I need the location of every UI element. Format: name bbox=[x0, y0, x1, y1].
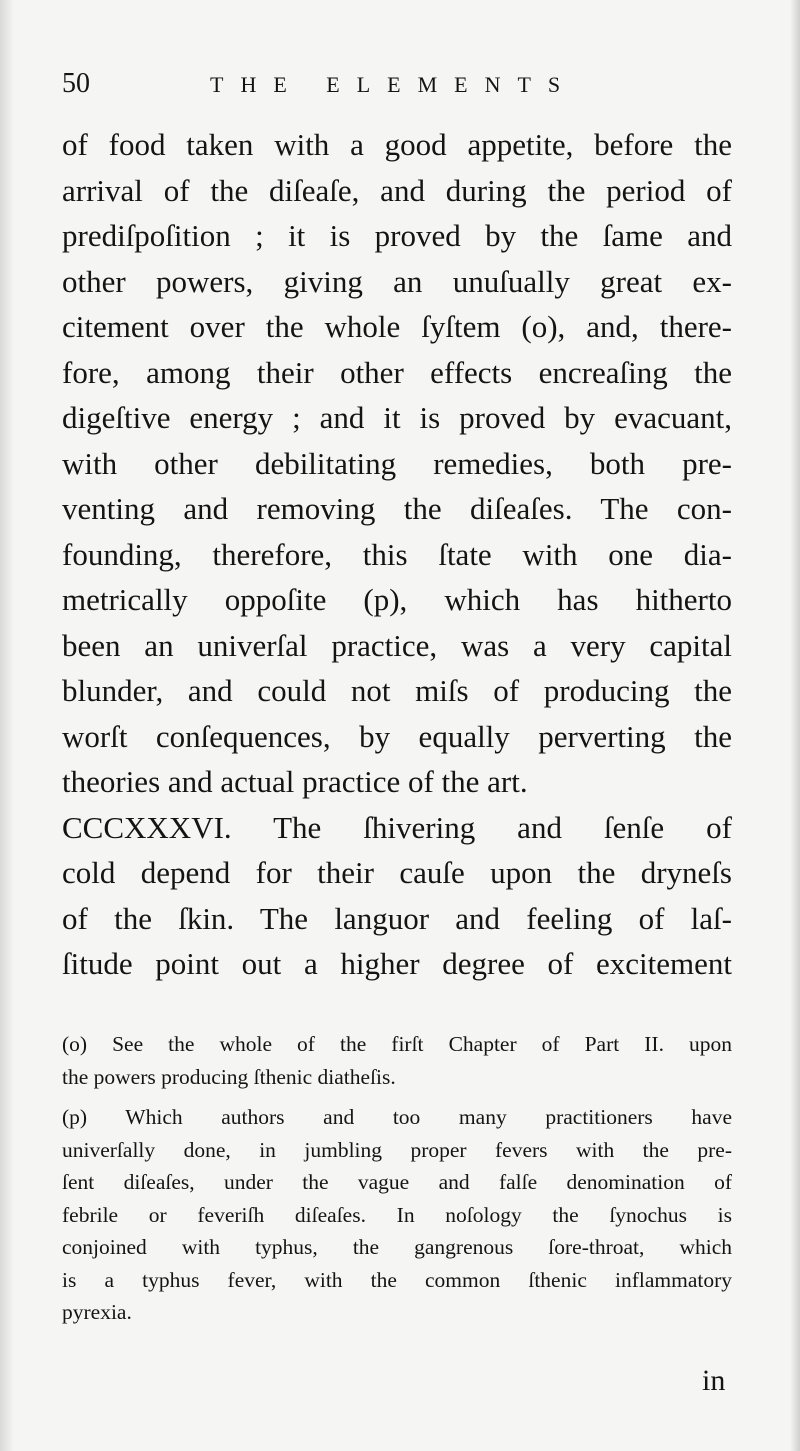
text-line: ſitude point out a higher degree of excitement bbox=[62, 946, 732, 981]
text-line: of the ſkin. The languor and feeling of laſ- bbox=[62, 900, 732, 936]
footnote-line: univerſally done, in jumbling proper fevers with the pre- bbox=[62, 1137, 732, 1162]
footnote-o bbox=[62, 1028, 732, 1093]
text-line: blunder, and could not miſs of producing the bbox=[62, 673, 732, 708]
running-head: THE ELEMENTS bbox=[210, 72, 578, 97]
footnote-line: (p) Which authors and too many practitioners have bbox=[62, 1105, 732, 1129]
text-line: worſt conſequences, by equally perverting the bbox=[62, 718, 732, 754]
text-line: cold depend for their cauſe upon the dryneſs bbox=[62, 855, 732, 890]
text-line: prediſpoſition ; it is proved by the ſame and bbox=[62, 218, 732, 253]
footnote-line: febrile or feveriſh diſeaſes. In noſology the ſynochus is bbox=[62, 1202, 732, 1227]
text-line: fore, among their other effects encreaſing the bbox=[62, 354, 732, 390]
page-number: 50 bbox=[62, 68, 90, 99]
text-line: citement over the whole ſyſtem (o), and, there- bbox=[62, 309, 732, 344]
footnote-p bbox=[62, 1101, 732, 1329]
text-line: venting and removing the diſeaſes. The con- bbox=[62, 491, 732, 526]
text-line: other powers, giving an unuſually great ex- bbox=[62, 263, 732, 299]
text-line: theories and actual practice of the art. bbox=[62, 764, 528, 799]
text-line: digeſtive energy ; and it is proved by evacuant, bbox=[62, 400, 732, 435]
footnote-line: (o) See the whole of the firſt Chapter of Part II. upon bbox=[62, 1032, 732, 1056]
page-edge-left bbox=[0, 0, 14, 1451]
footnote-line: conjoined with typhus, the gangrenous ſore-throat, which bbox=[62, 1235, 732, 1259]
footnote-line: the powers producing ſthenic diatheſis. bbox=[62, 1064, 396, 1089]
body-text bbox=[62, 122, 732, 987]
paragraph-cccxxxvi-line: CCCXXXVI. The ſhivering and ſenſe of bbox=[62, 809, 732, 845]
footnote-line: ſent diſeaſes, under the vague and falſe denomination of bbox=[62, 1170, 732, 1194]
text-line: arrival of the diſeaſe, and during the period of bbox=[62, 172, 732, 208]
text-line: with other debilitating remedies, both pre- bbox=[62, 445, 732, 481]
text-line: founding, therefore, this ſtate with one dia- bbox=[62, 536, 732, 572]
footnote-line: is a typhus fever, with the common ſthenic inflammatory bbox=[62, 1267, 732, 1292]
footnotes bbox=[62, 1028, 732, 1329]
page-header bbox=[62, 66, 742, 110]
text-line: been an univerſal practice, was a very capital bbox=[62, 627, 732, 663]
page-edge-right bbox=[790, 0, 800, 1451]
footnote-line: pyrexia. bbox=[62, 1300, 132, 1324]
text-line: of food taken with a good appetite, before the bbox=[62, 127, 732, 162]
catchword: in bbox=[702, 1364, 726, 1397]
text-line: metrically oppoſite (p), which has hitherto bbox=[62, 582, 732, 617]
